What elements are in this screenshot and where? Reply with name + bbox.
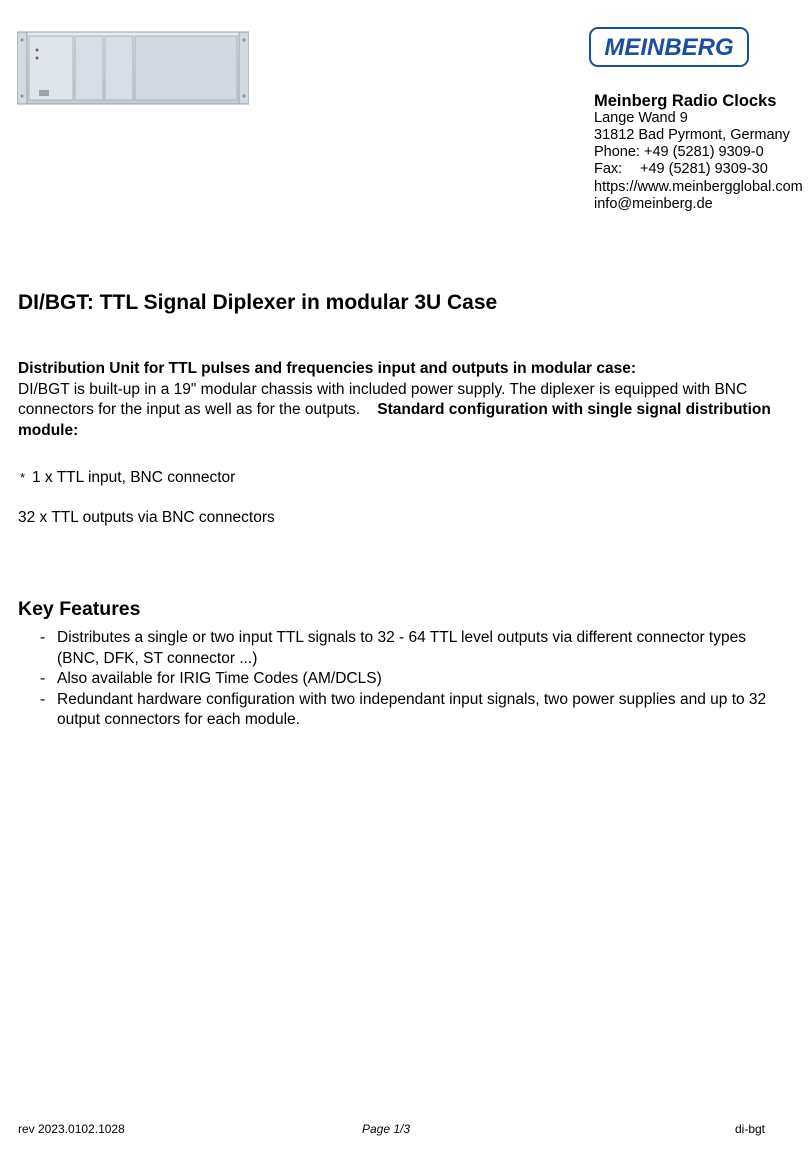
feature-list bbox=[37, 628, 777, 731]
fax-line bbox=[594, 161, 768, 178]
feature-text: Also available for IRIG Time Codes (AM/DCLS) bbox=[57, 670, 382, 687]
feature-item bbox=[37, 669, 777, 690]
product-image bbox=[17, 30, 249, 106]
key-features-heading: Key Features bbox=[18, 598, 141, 620]
list-item bbox=[20, 469, 235, 487]
feature-item bbox=[37, 628, 777, 669]
feature-text: Redundant hardware configuration with two independant input signals, two power supplies and up to 32 output connectors for each module. bbox=[57, 690, 767, 728]
address-line: Lange Wand 9 bbox=[594, 110, 688, 126]
phone-line: Phone: +49 (5281) 9309-0 bbox=[594, 144, 764, 160]
fax-label: Fax: bbox=[594, 161, 623, 177]
address-line: 31812 Bad Pyrmont, Germany bbox=[594, 127, 790, 143]
intro-text: DI/BGT is built-up in a 19" modular chassis with included power supply. The diplexer is equipped with BNC connectors for the input as well as for the outputs. bbox=[18, 380, 748, 418]
list-item: 32 x TTL outputs via BNC connectors bbox=[18, 509, 275, 526]
dash-marker: - bbox=[40, 670, 46, 687]
intro-paragraph bbox=[18, 359, 778, 441]
website-link[interactable]: https://www.meinbergglobal.com bbox=[594, 179, 803, 195]
standard-config-heading: Standard configuration with single signal distribution module: bbox=[18, 401, 771, 439]
email-link[interactable]: info@meinberg.de bbox=[594, 196, 713, 212]
item-text: 1 x TTL input, BNC connector bbox=[32, 469, 236, 486]
feature-item bbox=[37, 690, 777, 731]
page-title: DI/BGT: TTL Signal Diplexer in modular 3U Case bbox=[18, 291, 498, 314]
footer-page-number: Page 1/3 bbox=[362, 1122, 411, 1136]
feature-text: Distributes a single or two input TTL signals to 32 - 64 TTL level outputs via different connector types (BNC, DFK, ST connector ...) bbox=[57, 629, 746, 667]
footer-revision: rev 2023.0102.1028 bbox=[18, 1122, 125, 1136]
dash-marker: - bbox=[40, 690, 46, 708]
company-name: Meinberg Radio Clocks bbox=[594, 92, 777, 110]
fax-value: +49 (5281) 9309-30 bbox=[640, 161, 768, 177]
dash-marker: - bbox=[40, 629, 46, 646]
meinberg-logo bbox=[589, 27, 749, 67]
footer-doc-id: di-bgt bbox=[735, 1122, 766, 1136]
bullet-star-icon: * bbox=[20, 470, 26, 485]
intro-heading: Distribution Unit for TTL pulses and frequencies input and outputs in modular case: bbox=[18, 360, 637, 377]
logo-text: MEINBERG bbox=[604, 34, 734, 61]
